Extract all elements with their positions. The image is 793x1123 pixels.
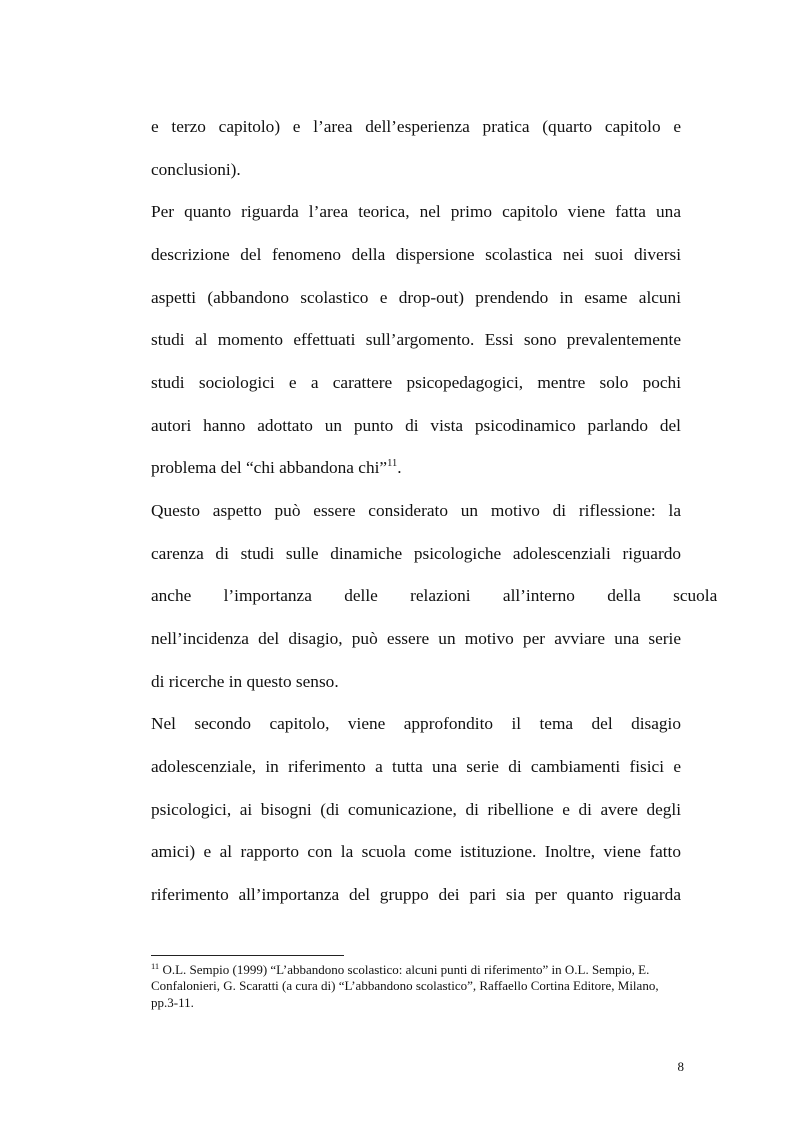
body-line: Questo aspetto può essere considerato un motivo di riflessione: la bbox=[151, 501, 681, 520]
body-line: conclusioni). bbox=[151, 160, 241, 179]
body-line: autori hanno adottato un punto di vista psicodinamico parlando del bbox=[151, 416, 681, 435]
body-line: psicologici, ai bisogni (di comunicazione, di ribellione e di avere degli bbox=[151, 800, 681, 819]
body-line: Per quanto riguarda l’area teorica, nel primo capitolo viene fatta una bbox=[151, 202, 681, 221]
body-line-text: problema del “chi abbandona chi” bbox=[151, 458, 388, 477]
footnote-marker: 11 bbox=[151, 961, 160, 971]
body-line: anche l’importanza delle relazioni all’interno della scuola bbox=[151, 586, 718, 605]
footnote-line bbox=[151, 962, 686, 979]
footnote-text: O.L. Sempio (1999) “L’abbandono scolastico: alcuni punti di riferimento” in O.L. Sempio, E. bbox=[159, 962, 650, 977]
body-line: e terzo capitolo) e l’area dell’esperienza pratica (quarto capitolo e bbox=[151, 117, 681, 136]
body-line: carenza di studi sulle dinamiche psicologiche adolescenziali riguardo bbox=[151, 544, 681, 563]
body-line: aspetti (abbandono scolastico e drop-out) prendendo in esame alcuni bbox=[151, 288, 681, 307]
body-line: descrizione del fenomeno della dispersione scolastica nei suoi diversi bbox=[151, 245, 681, 264]
page-number: 8 bbox=[677, 1059, 684, 1074]
body-line: nell’incidenza del disagio, può essere un motivo per avviare una serie bbox=[151, 629, 681, 648]
footnote-separator bbox=[151, 955, 344, 956]
footnote-line: pp.3-11. bbox=[151, 995, 194, 1010]
body-line: amici) e al rapporto con la scuola come istituzione. Inoltre, viene fatto bbox=[151, 842, 681, 861]
footnote-line: Confalonieri, G. Scaratti (a cura di) “L’abbandono scolastico”, Raffaello Cortina Editore, Milano, bbox=[151, 978, 659, 993]
body-line: studi al momento effettuati sull’argomento. Essi sono prevalentemente bbox=[151, 330, 681, 349]
body-line: adolescenziale, in riferimento a tutta una serie di cambiamenti fisici e bbox=[151, 757, 681, 776]
body-line-with-footnote bbox=[151, 457, 681, 479]
body-line-trailing: . bbox=[397, 458, 402, 477]
body-line: riferimento all’importanza del gruppo dei pari sia per quanto riguarda bbox=[151, 885, 681, 904]
body-line: Nel secondo capitolo, viene approfondito il tema del disagio bbox=[151, 714, 681, 733]
body-line: studi sociologici e a carattere psicopedagogici, mentre solo pochi bbox=[151, 373, 681, 392]
body-line: di ricerche in questo senso. bbox=[151, 672, 339, 691]
footnote-reference[interactable]: 11 bbox=[387, 458, 398, 469]
